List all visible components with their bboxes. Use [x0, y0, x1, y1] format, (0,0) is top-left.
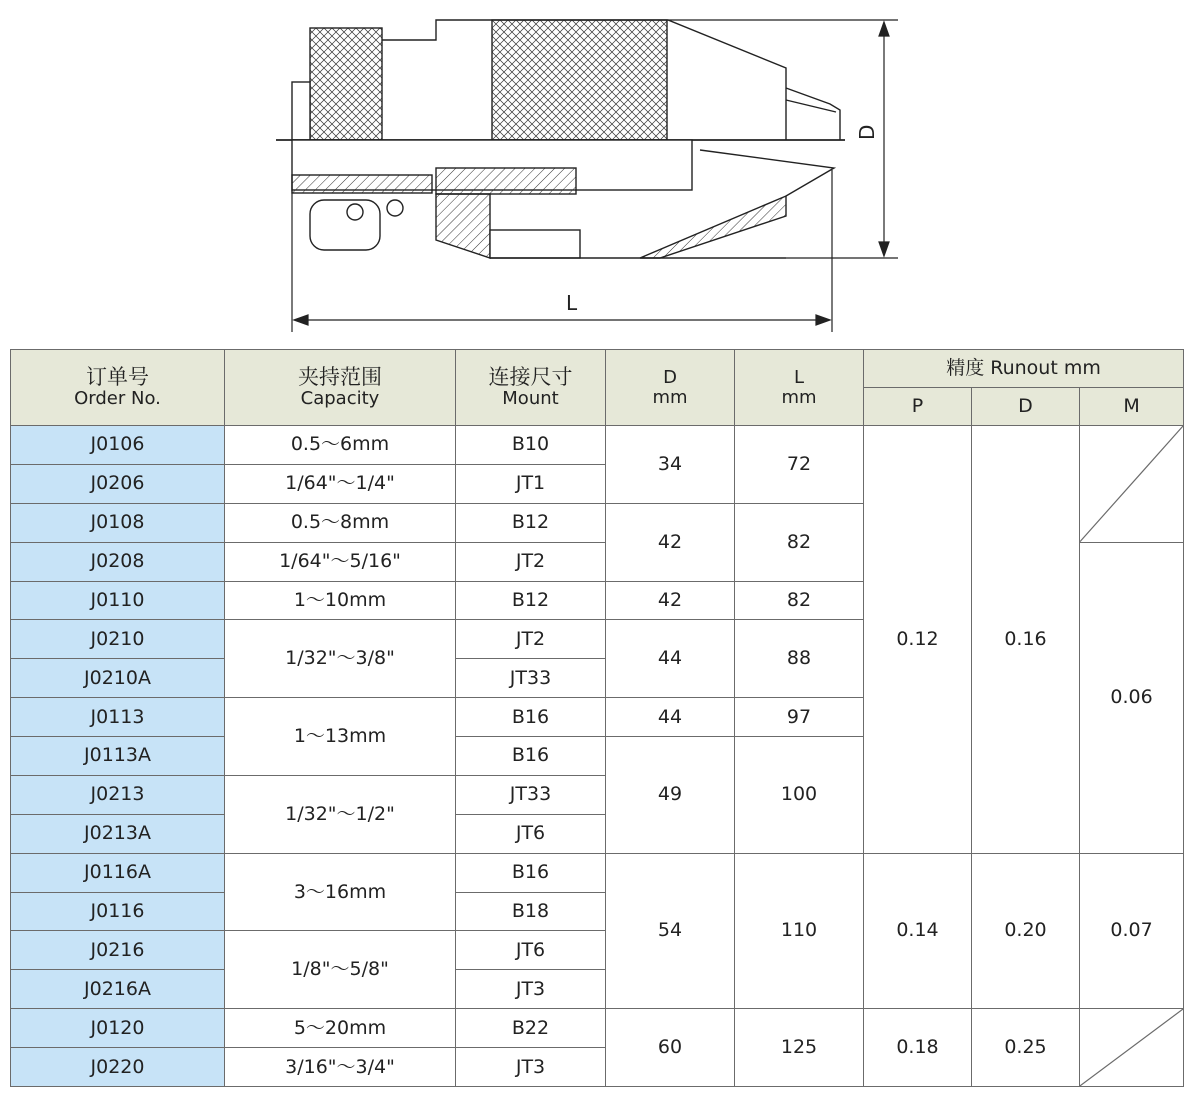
capacity-cell: 1/64"～1/4"	[225, 464, 456, 503]
mount-cell: B12	[456, 581, 606, 620]
chuck-drawing	[0, 0, 1200, 345]
runout-m-cell: 0.07	[1080, 853, 1184, 1009]
header-capacity-en: Capacity	[300, 388, 380, 410]
d-cell: 44	[606, 620, 735, 698]
mount-cell: B16	[456, 698, 606, 737]
header-l-unit: mm	[781, 386, 817, 408]
capacity-cell: 0.5～8mm	[225, 503, 456, 542]
order-cell: J0216A	[11, 970, 225, 1009]
l-cell: 125	[735, 1009, 864, 1087]
order-cell: J0116	[11, 892, 225, 931]
mount-cell: JT3	[456, 1048, 606, 1087]
header-runout-p: P	[864, 388, 972, 426]
mount-cell: JT33	[456, 775, 606, 814]
mount-cell: JT33	[456, 659, 606, 698]
mount-cell: B22	[456, 1009, 606, 1048]
header-capacity-zh: 夹持范围	[298, 365, 382, 390]
d-cell: 44	[606, 698, 735, 737]
runout-m-empty-cell	[1080, 1009, 1184, 1087]
header-mount-en: Mount	[502, 388, 559, 410]
capacity-cell: 1～10mm	[225, 581, 456, 620]
order-cell: J0220	[11, 1048, 225, 1087]
table-row	[11, 426, 1184, 465]
mount-cell: B12	[456, 503, 606, 542]
mount-cell: JT6	[456, 814, 606, 853]
mount-cell: JT6	[456, 931, 606, 970]
d-cell: 54	[606, 853, 735, 1009]
runout-p-cell: 0.14	[864, 853, 972, 1009]
header-l	[735, 350, 864, 426]
capacity-cell: 3～16mm	[225, 853, 456, 931]
runout-d-cell: 0.16	[972, 426, 1080, 854]
table-row	[11, 1009, 1184, 1048]
runout-d-cell: 0.25	[972, 1009, 1080, 1087]
order-cell: J0120	[11, 1009, 225, 1048]
order-cell: J0106	[11, 426, 225, 465]
table-row	[11, 853, 1184, 892]
d-cell: 42	[606, 581, 735, 620]
header-mount	[456, 350, 606, 426]
l-cell: 82	[735, 581, 864, 620]
spec-table	[10, 349, 1184, 1087]
header-capacity	[225, 350, 456, 426]
l-cell: 82	[735, 503, 864, 581]
dimension-l-label: L	[566, 291, 578, 315]
dimension-d-label: D	[855, 124, 879, 140]
d-cell: 34	[606, 426, 735, 504]
order-cell: J0210	[11, 620, 225, 659]
chuck-outline	[276, 20, 845, 258]
runout-d-cell: 0.20	[972, 853, 1080, 1009]
mount-cell: JT1	[456, 464, 606, 503]
capacity-cell: 1～13mm	[225, 698, 456, 776]
header-runout-m: M	[1080, 388, 1184, 426]
header-row	[11, 350, 1184, 388]
capacity-cell: 1/32"～3/8"	[225, 620, 456, 698]
order-cell: J0208	[11, 542, 225, 581]
capacity-cell: 1/64"～5/16"	[225, 542, 456, 581]
header-runout: 精度 Runout mm	[864, 350, 1184, 388]
header-order-zh: 订单号	[86, 365, 149, 390]
mount-cell: JT2	[456, 542, 606, 581]
l-cell: 97	[735, 698, 864, 737]
header-order	[11, 350, 225, 426]
mount-cell: JT2	[456, 620, 606, 659]
header-l-label: L	[793, 366, 805, 388]
capacity-cell: 5～20mm	[225, 1009, 456, 1048]
header-mount-zh: 连接尺寸	[488, 365, 573, 390]
header-order-en: Order No.	[74, 388, 161, 410]
d-cell: 42	[606, 503, 735, 581]
capacity-cell: 0.5～6mm	[225, 426, 456, 465]
capacity-cell: 1/8"～5/8"	[225, 931, 456, 1009]
runout-m-cell: 0.06	[1080, 542, 1184, 853]
d-cell: 49	[606, 737, 735, 854]
l-cell: 72	[735, 426, 864, 504]
mount-cell: B18	[456, 892, 606, 931]
header-d-label: D	[663, 366, 677, 388]
order-cell: J0110	[11, 581, 225, 620]
order-cell: J0113	[11, 698, 225, 737]
runout-p-cell: 0.12	[864, 426, 972, 854]
d-cell: 60	[606, 1009, 735, 1087]
order-cell: J0108	[11, 503, 225, 542]
order-cell: J0116A	[11, 853, 225, 892]
l-cell: 100	[735, 737, 864, 854]
mount-cell: JT3	[456, 970, 606, 1009]
mount-cell: B10	[456, 426, 606, 465]
order-cell: J0210A	[11, 659, 225, 698]
order-cell: J0213A	[11, 814, 225, 853]
header-d-unit: mm	[652, 386, 688, 408]
mount-cell: B16	[456, 737, 606, 776]
diagonal-slash	[1080, 426, 1183, 542]
order-cell: J0216	[11, 931, 225, 970]
mount-cell: B16	[456, 853, 606, 892]
order-cell: J0213	[11, 775, 225, 814]
header-runout-d: D	[972, 388, 1080, 426]
diagonal-slash	[1080, 1009, 1183, 1086]
order-cell: J0206	[11, 464, 225, 503]
l-cell: 88	[735, 620, 864, 698]
runout-p-cell: 0.18	[864, 1009, 972, 1087]
capacity-cell: 3/16"～3/4"	[225, 1048, 456, 1087]
capacity-cell: 1/32"～1/2"	[225, 775, 456, 853]
runout-m-empty-cell	[1080, 426, 1184, 543]
header-d	[606, 350, 735, 426]
order-cell: J0113A	[11, 737, 225, 776]
l-cell: 110	[735, 853, 864, 1009]
